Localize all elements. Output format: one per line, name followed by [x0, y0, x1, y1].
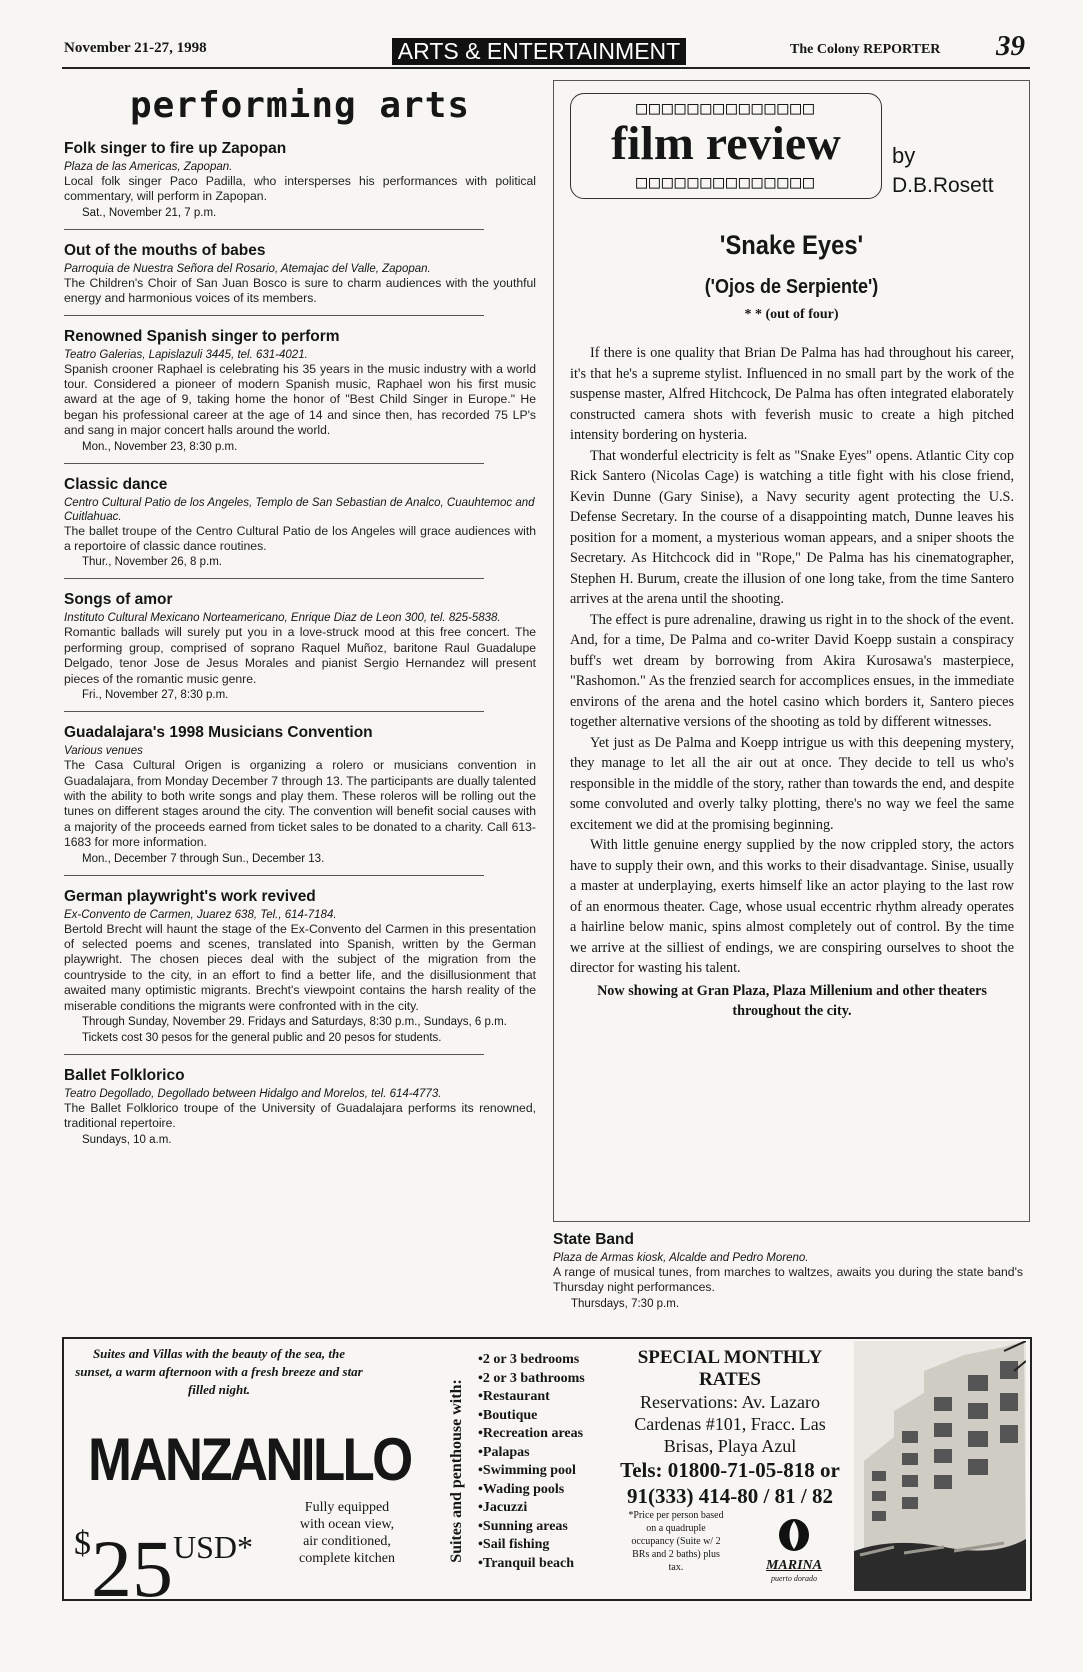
column-title: performing arts: [129, 85, 471, 126]
ad-logo: MANZANILLO: [88, 1426, 411, 1493]
showing-at: Now showing at Gran Plaza, Plaza Millenium and other theaters throughout the city.: [597, 982, 987, 1019]
price-currency: USD*: [173, 1529, 254, 1565]
event-venue: Ex-Convento de Carmen, Juarez 638, Tel., 614-7184.: [64, 908, 337, 921]
event-time: Thursdays, 7:30 p.m.: [571, 1297, 680, 1310]
event-title: Classic dance: [64, 475, 168, 493]
event-description: The ballet troupe of the Centro Cultural Patio de los Angeles will grace audiences with a reportoire of classic dance routines.: [64, 523, 536, 554]
event-title: Folk singer to fire up Zapopan: [64, 140, 287, 157]
event-description: The Children's Choir of San Juan Bosco is sure to charm audiences with the youthful energy and harmonious voices of its members.: [64, 275, 536, 306]
page-number: 39: [996, 30, 1025, 62]
review-paragraph: If there is one quality that Brian De Palma has had throughout his career, it's that he's a supreme stylist. Influenced in no small part by the work of the suspense master, Alfred Hitchcock, De Palma has often integrated elaborately constructed camera shots with feverish music to create a high pitched intensity bordering on hysteria.: [570, 345, 1014, 443]
event-venue: Various venues: [64, 745, 143, 758]
event-venue: Instituto Cultural Mexicano Norteamericano, Enrique Diaz de Leon 300, tel. 825-5838.: [64, 612, 501, 625]
event-time: Mon., November 23, 8:30 p.m.: [82, 440, 238, 453]
film-review-heading: film review: [611, 117, 841, 170]
header-rule: [62, 67, 1030, 69]
ad-rates: [612, 1347, 848, 1509]
ad-vertical-label: [444, 1355, 470, 1587]
event-time: Through Sunday, November 29. Fridays and Saturdays, 8:30 p.m., Sundays, 6 p.m.: [82, 1015, 507, 1028]
feature-item: • 2 or 3 bedrooms: [478, 1351, 585, 1370]
feature-item: • 2 or 3 bathrooms: [478, 1370, 585, 1389]
performing-arts-column: [64, 86, 536, 1156]
event-item: [64, 724, 536, 866]
event-time: Thur., November 26, 8 p.m.: [82, 556, 222, 569]
movie-spanish-title: ('Ojos de Serpiente'): [704, 276, 879, 298]
marina-emblem-icon: [774, 1517, 814, 1553]
event-title: Out of the mouths of babes: [64, 241, 266, 259]
event-description: A range of musical tunes, from marches to waltzes, awaits you during the state band's Thursday night performances.: [553, 1265, 1023, 1295]
feature-item: • Recreation areas: [478, 1425, 585, 1444]
ad-tagline: Suites and Villas with the beauty of the sea, the sunset, a warm afternoon with a fresh breeze and star filled night.: [75, 1346, 363, 1397]
event-venue: Plaza de las Americas, Zapopan.: [64, 161, 233, 173]
event-tickets: Tickets cost 30 pesos for the general public and 20 pesos for students.: [82, 1031, 442, 1044]
event-venue: Centro Cultural Patio de los Angeles, Templo de San Sebastian de Analco, Cuauhtemoc and Cuitlahuac.: [64, 496, 535, 523]
event-description: Spanish crooner Raphael is celebrating his 35 years in the music industry with a world tour. Considered a pioneer of modern Spanish music, Raphael won his first music award at the age of 9, taking home the honor of "Best Child Singer in Europe." He began his professional career at the age of 14 and since then, has recorded 75 LP's and sang in major concert halls around the world.: [64, 361, 536, 438]
event-venue: Plaza de Armas kiosk, Alcalde and Pedro Moreno.: [553, 1252, 809, 1264]
manzanillo-advertisement: [62, 1337, 1032, 1614]
event-time: Fri., November 27, 8:30 p.m.: [82, 689, 229, 702]
event-time: Sundays, 10 a.m.: [82, 1133, 172, 1146]
issue-date: November 21-27, 1998: [64, 40, 207, 56]
review-paragraph: The effect is pure adrenaline, drawing us right in to the shock of the event. And, for a time, De Palma and co-writer David Koepp sustain a conspiracy buff's wet dream by borrowing from Akira Kurosawa's masterpiece, "Rashomon." As the frenzied search for accomplices ensues, in the immediate environs of the arena and the hotel casino which borders it, Santero pieces together alternative versions of the shooting as told by different witnesses.: [570, 611, 1014, 730]
feature-item: • Restaurant: [478, 1388, 585, 1407]
price-amount: 25: [91, 1523, 173, 1614]
film-review-box: [553, 80, 1030, 1222]
byline-author: D.B.Rosett: [892, 174, 994, 197]
film-review-masthead: [570, 93, 882, 199]
divider: [64, 1054, 484, 1055]
feature-item: • Sunning areas: [478, 1518, 585, 1537]
divider: [64, 315, 484, 316]
event-venue: Parroquia de Nuestra Señora del Rosario, Atemajac del Valle, Zapopan.: [64, 262, 431, 275]
event-title: Guadalajara's 1998 Musicians Convention: [64, 724, 373, 742]
ad-equipment: Fully equipped with ocean view, air conditioned, complete kitchen: [298, 1500, 396, 1566]
event-item: [64, 476, 536, 571]
divider: [64, 229, 484, 230]
hotel-photo: [854, 1341, 1026, 1591]
review-paragraph: That wonderful electricity is felt as "Snake Eyes" opens. Atlantic City cop Rick Santero (Nicolas Cage) is watching a title fight with his close friend, Kevin Dunne (Gary Sinise), a Navy security agent protecting the U.S. Defense Secretary. In the course of a disappointing match, Dunne leaves his position for a moment, a mysterious woman appears, and a sniper shoots the Secretary. As Hitchcock did in "Rope," De Palma has his cinematographer, Stephen H. Burum, create the illusion of one long take, from the time Santero arrives at the arena until the shooting.: [570, 447, 1014, 607]
review-paragraph: Yet just as De Palma and Koepp intrigue us with this deepening mystery, they manage to let all the air out at once. They decide to tell us who's responsible in the middle of the story, rather than towards the end, and despite some convoluted and overly talky plotting, there's no way we feel the same excitement we did at the promising beginning.: [570, 734, 1014, 833]
event-time: Mon., December 7 through Sun., December 13.: [82, 852, 325, 865]
event-description: The Casa Cultural Origen is organizing a rolero or musicians convention in Guadalajara, from Monday December 7 through 13. The participants are dually talented with the ability to both write songs and play them. These roleros will be rolling out the tunes on different stages around the city. The convention will benefit social causes with a majority of the proceeds earned from ticket sales to be donated to a charity. Call 613-1683 for more information.: [64, 758, 536, 850]
feature-item: • Boutique: [478, 1407, 585, 1426]
divider: [64, 875, 484, 876]
ad-price: [74, 1499, 253, 1614]
event-venue: Teatro Degollado, Degollado between Hidalgo and Morelos, tel. 614-4773.: [64, 1087, 442, 1100]
event-item-state-band: [553, 1231, 1023, 1312]
event-item: [64, 888, 536, 1046]
feature-item: • Palapas: [478, 1444, 585, 1463]
review-body: [570, 343, 1014, 1022]
review-paragraph: With little genuine energy supplied by the now crippled story, the actors have to supply their own, and this works to their disadvantage. Sinise, usually a master at underplaying, exerts himself like an actor playing to the last row of an enormous theater. Cage, whose usual eccentric rhythm already operates a hairline below manic, spins almost completely out of control. By the time we arrive at the silliest of endings, we are conspiring ourselves to shoot the director for wasting his talent.: [570, 837, 1014, 976]
event-description: Romantic ballads will surely put you in a love-struck mood at this free concert. The performing group, comprised of soprano Raquel Muñoz, baritone Raul Guadalupe Delgado, tenor Jose de Jesus Morales and pianist Sergio Hernandez will present pieces of the romantic music genre.: [64, 625, 536, 686]
event-time: Sat., November 21, 7 p.m.: [82, 206, 217, 219]
feature-item: • Jacuzzi: [478, 1499, 585, 1518]
event-title: German playwright's work revived: [64, 887, 316, 905]
event-item: [64, 328, 536, 455]
feature-item: • Swimming pool: [478, 1462, 585, 1481]
feature-item: • Tranquil beach: [478, 1555, 585, 1574]
event-title: Songs of amor: [64, 591, 173, 609]
rates-title: SPECIAL MONTHLY RATES: [637, 1347, 823, 1390]
event-description: Bertold Brecht will haunt the stage of the Ex-Convento del Carmen in this presentation of selected poems and scenes, translated into Spanish, written by the German playwright. The chosen pieces deal with the subject of the migration from the countryside to the city, in an effort to find a better life, and the disillusionment that awaited many optimistic migrants. Brecht's viewpoint contains the harsh reality of the miserable conditions the migrants were confronted with in the city.: [64, 921, 536, 1013]
event-item: [64, 591, 536, 703]
section-banner: ARTS & ENTERTAINMENT: [392, 38, 686, 65]
marina-sub: puerto dorado: [771, 1574, 817, 1583]
event-description: Local folk singer Paco Padilla, who intersperses his performances with political commentary, will perform in Zapopan.: [64, 174, 536, 204]
event-title: Renowned Spanish singer to perform: [64, 327, 340, 345]
divider: [64, 711, 484, 712]
divider: [64, 578, 484, 579]
price-symbol: $: [74, 1525, 91, 1562]
event-description: The Ballet Folklorico troupe of the University of Guadalajara performs its renowned, traditional repertoire.: [64, 1100, 536, 1131]
event-item: [64, 242, 536, 307]
reservations: Reservations: Av. Lazaro Cardenas #101, Fracc. Las Brisas, Playa Azul: [634, 1392, 826, 1456]
event-item: [64, 140, 536, 221]
event-title: Ballet Folklorico: [64, 1066, 185, 1084]
event-title: State Band: [553, 1231, 634, 1248]
decorative-boxes: □□□□□□□□□□□□□□: [636, 98, 816, 119]
divider: [64, 463, 484, 464]
feature-item: • Sail fishing: [478, 1536, 585, 1555]
event-item: [64, 1067, 536, 1148]
event-venue: Teatro Galerias, Lapislazuli 3445, tel. 631-4021.: [64, 348, 308, 361]
movie-rating: * * (out of four): [744, 307, 839, 322]
phone-numbers: Tels: 01800-71-05-818 or 91(333) 414-80 / 81 / 82: [620, 1458, 840, 1508]
movie-title: 'Snake Eyes': [719, 230, 864, 260]
vertical-text: Suites and penthouse with:: [448, 1379, 465, 1563]
paper-name: The Colony REPORTER: [790, 42, 941, 57]
price-note: *Price per person based on a quadruple occupancy (Suite w/ 2 BRs and 2 baths) plus tax.: [628, 1510, 724, 1573]
marina-logo: [754, 1517, 834, 1584]
ad-features: [478, 1351, 585, 1573]
feature-item: • Wading pools: [478, 1481, 585, 1500]
byline-label: by: [892, 143, 916, 168]
marina-brand: MARINA: [765, 1558, 823, 1573]
decorative-boxes: □□□□□□□□□□□□□□: [636, 172, 816, 193]
